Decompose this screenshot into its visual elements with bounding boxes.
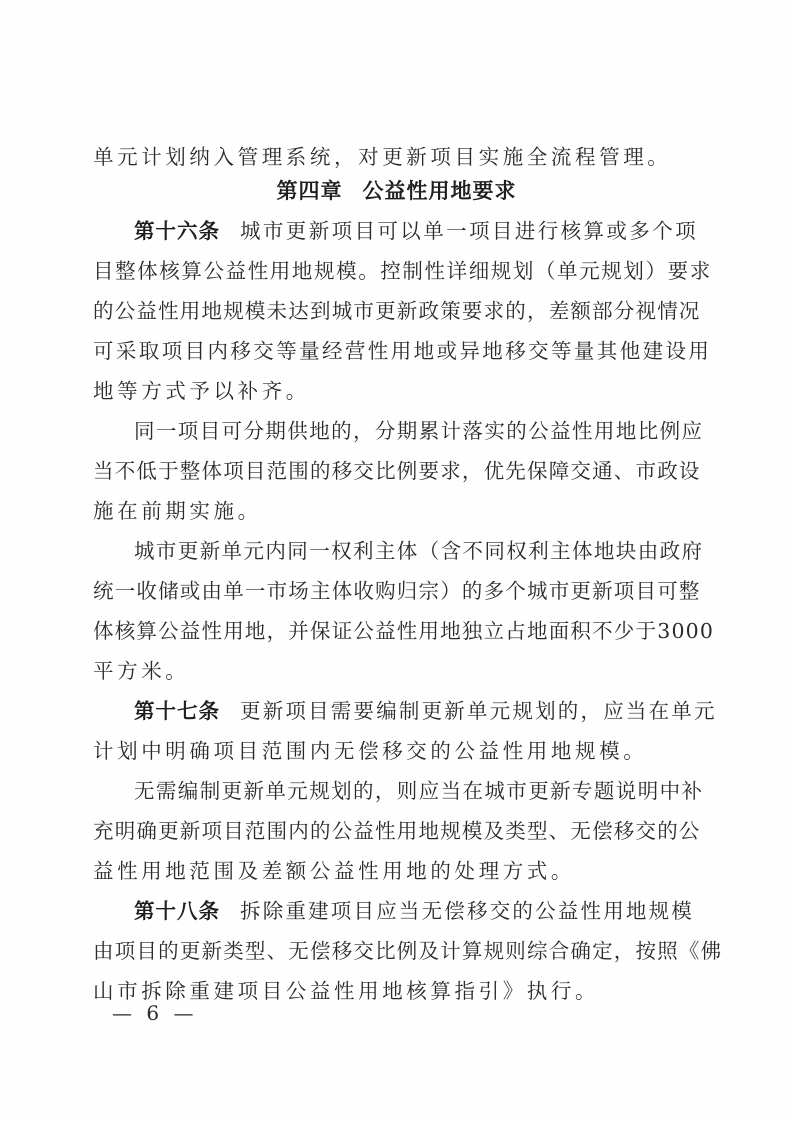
text-line: 施在前期实施。 xyxy=(93,499,262,523)
text-line: 充明确更新项目范围内的公益性用地规模及类型、无偿移交的公 xyxy=(93,819,701,843)
text-line: 地等方式予以补齐。 xyxy=(93,379,310,403)
text-line: 当不低于整体项目范围的移交比例要求，优先保障交通、市政设 xyxy=(93,459,701,483)
chapter-number: 第四章 xyxy=(276,179,343,203)
text-line: 城市更新单元内同一权利主体（含不同权利主体地块由政府 xyxy=(134,539,704,563)
text-line: 计划中明确项目范围内无偿移交的公益性用地规模。 xyxy=(93,739,648,763)
text-line: 城市更新项目可以单一项目进行核算或多个项 xyxy=(240,219,698,243)
text-line: 体核算公益性用地，并保证公益性用地独立占地面积不少于3000 xyxy=(93,619,715,643)
page-number: — 6 — xyxy=(112,1001,198,1025)
chapter-title: 公益性用地要求 xyxy=(362,179,517,203)
article-label: 第十六条 xyxy=(134,219,220,243)
article-label: 第十八条 xyxy=(134,899,220,923)
text-line: 拆除重建项目应当无偿移交的公益性用地规模 xyxy=(240,899,694,923)
article-16-first-line xyxy=(134,216,698,246)
article-label: 第十七条 xyxy=(134,699,220,723)
text-line: 目整体核算公益性用地规模。控制性详细规划（单元规划）要求 xyxy=(93,259,712,283)
chapter-heading xyxy=(0,176,793,206)
text-line: 可采取项目内移交等量经营性用地或异地移交等量其他建设用 xyxy=(93,339,712,363)
text-line: 益性用地范围及差额公益性用地的处理方式。 xyxy=(93,859,575,883)
text-line: 统一收储或由单一市场主体收购归宗）的多个城市更新项目可整 xyxy=(93,579,701,603)
carryover-line: 单元计划纳入管理系统，对更新项目实施全流程管理。 xyxy=(93,145,672,169)
text-line: 同一项目可分期供地的，分期累计落实的公益性用地比例应 xyxy=(134,419,704,443)
article-18-first-line xyxy=(134,896,693,926)
text-line: 平方米。 xyxy=(93,659,190,683)
text-line: 山市拆除重建项目公益性用地核算指引》执行。 xyxy=(93,979,600,1003)
text-line: 的公益性用地规模未达到城市更新政策要求的，差额部分视情况 xyxy=(93,299,701,323)
text-line: 无需编制更新单元规划的，则应当在城市更新专题说明中补 xyxy=(134,779,704,803)
text-line: 更新项目需要编制更新单元规划的，应当在单元 xyxy=(240,699,717,723)
text-line: 由项目的更新类型、无偿移交比例及计算规则综合确定，按照《佛 xyxy=(93,939,723,963)
article-17-first-line xyxy=(134,696,717,726)
